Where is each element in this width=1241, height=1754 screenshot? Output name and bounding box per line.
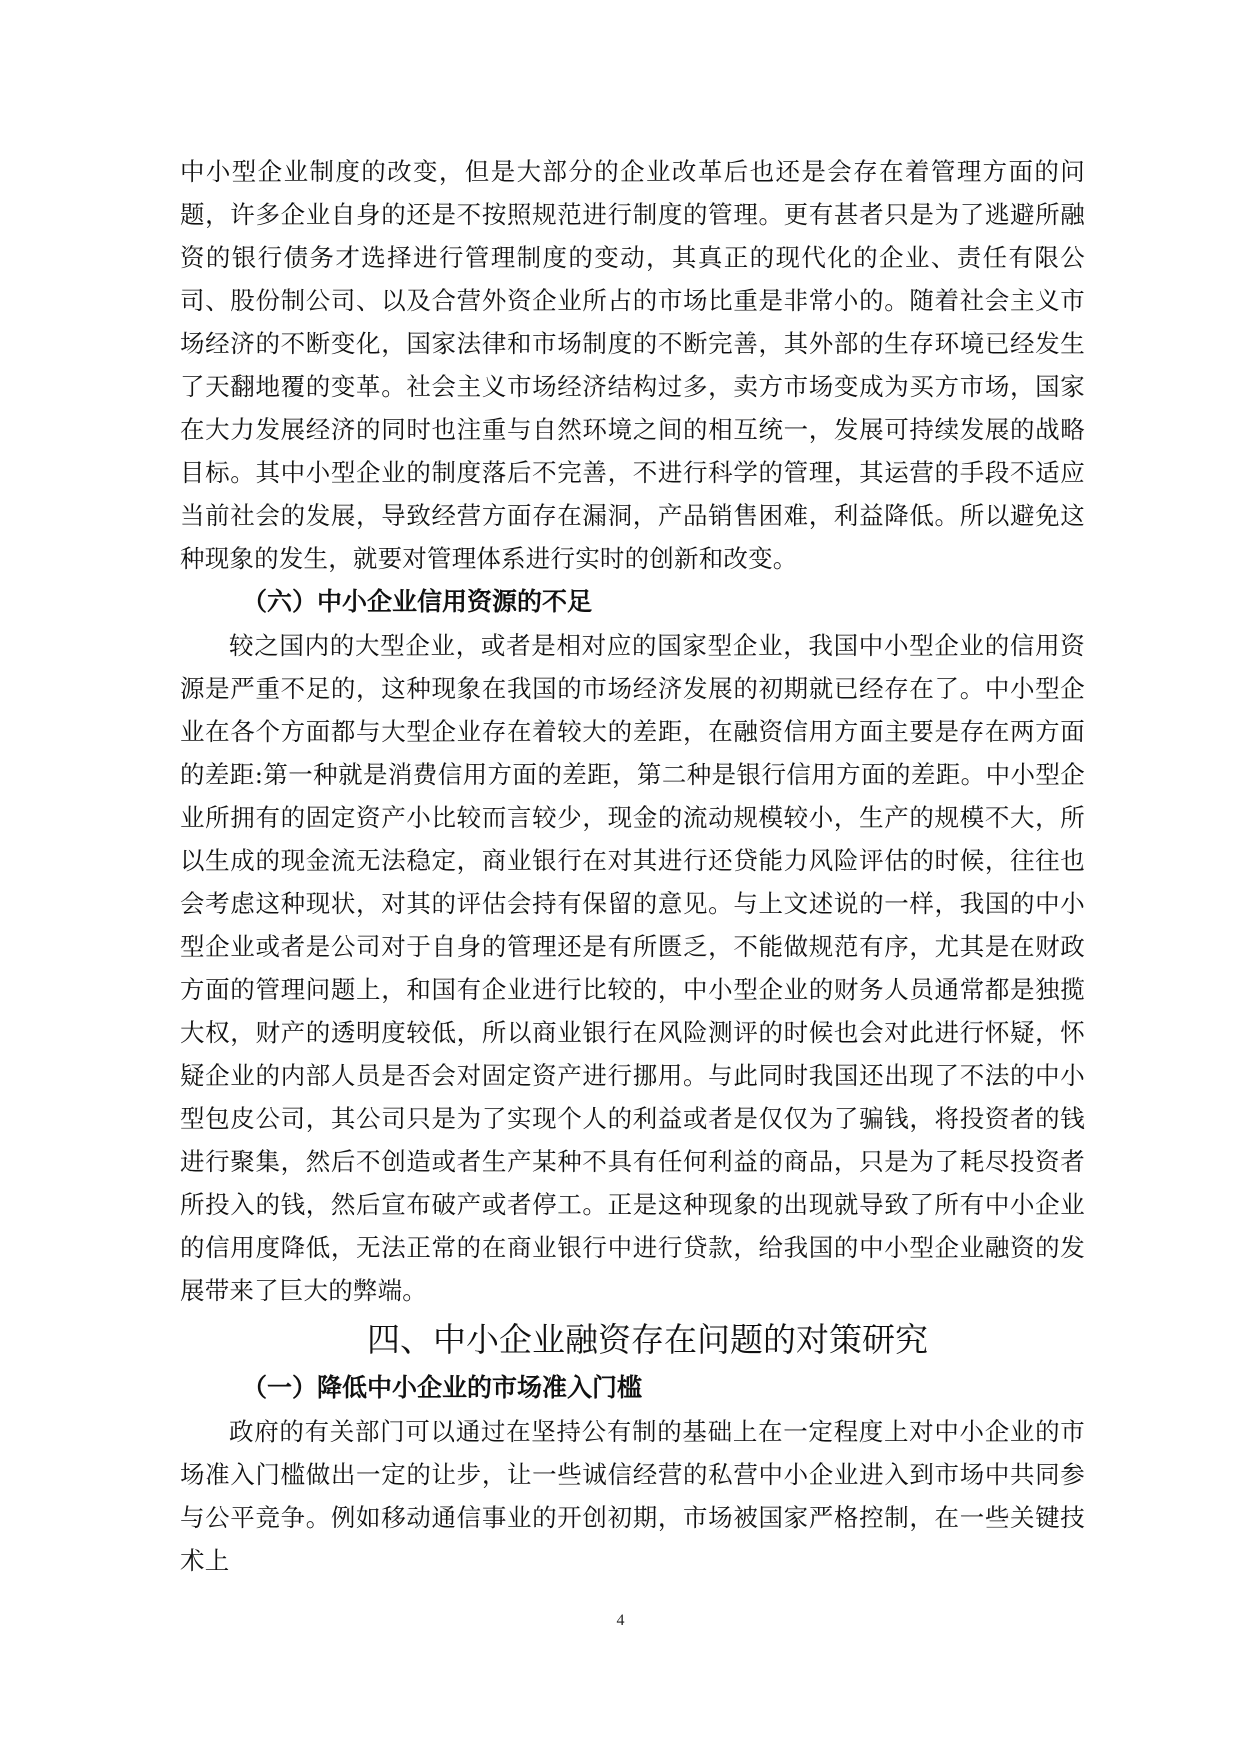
section-heading-countermeasures: 四、中小企业融资存在问题的对策研究 xyxy=(367,1320,928,1359)
page-content xyxy=(180,150,1085,1582)
subheading-credit-resources: （六）中小企业信用资源的不足 xyxy=(242,587,593,616)
paragraph-management-reform: 中小型企业制度的改变，但是大部分的企业改革后也还是会存在着管理方面的问题，许多企业自身的还是不按照规范进行制度的管理。更有甚者只是为了逃避所融资的银行债务才选择进行管理制度的变动，其真正的现代化的企业、责任有限公司、股份制公司、以及合营外资企业所占的市场比重是非常小的。随着社会主义市场经济的不断变化，国家法律和市场制度的不断完善，其外部的生存环境已经发生了天翻地覆的变革。社会主义市场经济结构过多，卖方市场变成为买方市场，国家在大力发展经济的同时也注重与自然环境之间的相互统一，发展可持续发展的战略目标。其中小型企业的制度落后不完善，不进行科学的管理，其运营的手段不适应当前社会的发展，导致经营方面存在漏洞，产品销售困难，利益降低。所以避免这种现象的发生，就要对管理体系进行实时的创新和改变。 xyxy=(180,157,1085,573)
paragraph-market-entry: 政府的有关部门可以通过在坚持公有制的基础上在一定程度上对中小企业的市场准入门槛做出一定的让步，让一些诚信经营的私营中小企业进入到市场中共同参与公平竞争。例如移动通信事业的开创初期，市场被国家严格控制，在一些关键技术上 xyxy=(180,1417,1085,1575)
paragraph-credit-resources: 较之国内的大型企业，或者是相对应的国家型企业，我国中小型企业的信用资源是严重不足的，这种现象在我国的市场经济发展的初期就已经存在了。中小型企业在各个方面都与大型企业存在着较大的差距，在融资信用方面主要是存在两方面的差距:第一种就是消费信用方面的差距，第二种是银行信用方面的差距。中小型企业所拥有的固定资产小比较而言较少，现金的流动规模较小，生产的规模不大，所以生成的现金流无法稳定，商业银行在对其进行还贷能力风险评估的时候，往往也会考虑这种现状，对其的评估会持有保留的意见。与上文述说的一样，我国的中小型企业或者是公司对于自身的管理还是有所匮乏，不能做规范有序，尤其是在财政方面的管理问题上，和国有企业进行比较的，中小型企业的财务人员通常都是独揽大权，财产的透明度较低，所以商业银行在风险测评的时候也会对此进行怀疑，怀疑企业的内部人员是否会对固定资产进行挪用。与此同时我国还出现了不法的中小型包皮公司，其公司只是为了实现个人的利益或者是仅仅为了骗钱，将投资者的钱进行聚集，然后不创造或者生产某种不具有任何利益的商品，只是为了耗尽投资者所投入的钱，然后宣布破产或者停工。正是这种现象的出现就导致了所有中小企业的信用度降低，无法正常的在商业银行中进行贷款，给我国的中小型企业融资的发展带来了巨大的弊端。 xyxy=(180,631,1085,1305)
subheading-market-entry: （一）降低中小企业的市场准入门槛 xyxy=(242,1373,643,1402)
page-number: 4 xyxy=(616,1612,625,1629)
